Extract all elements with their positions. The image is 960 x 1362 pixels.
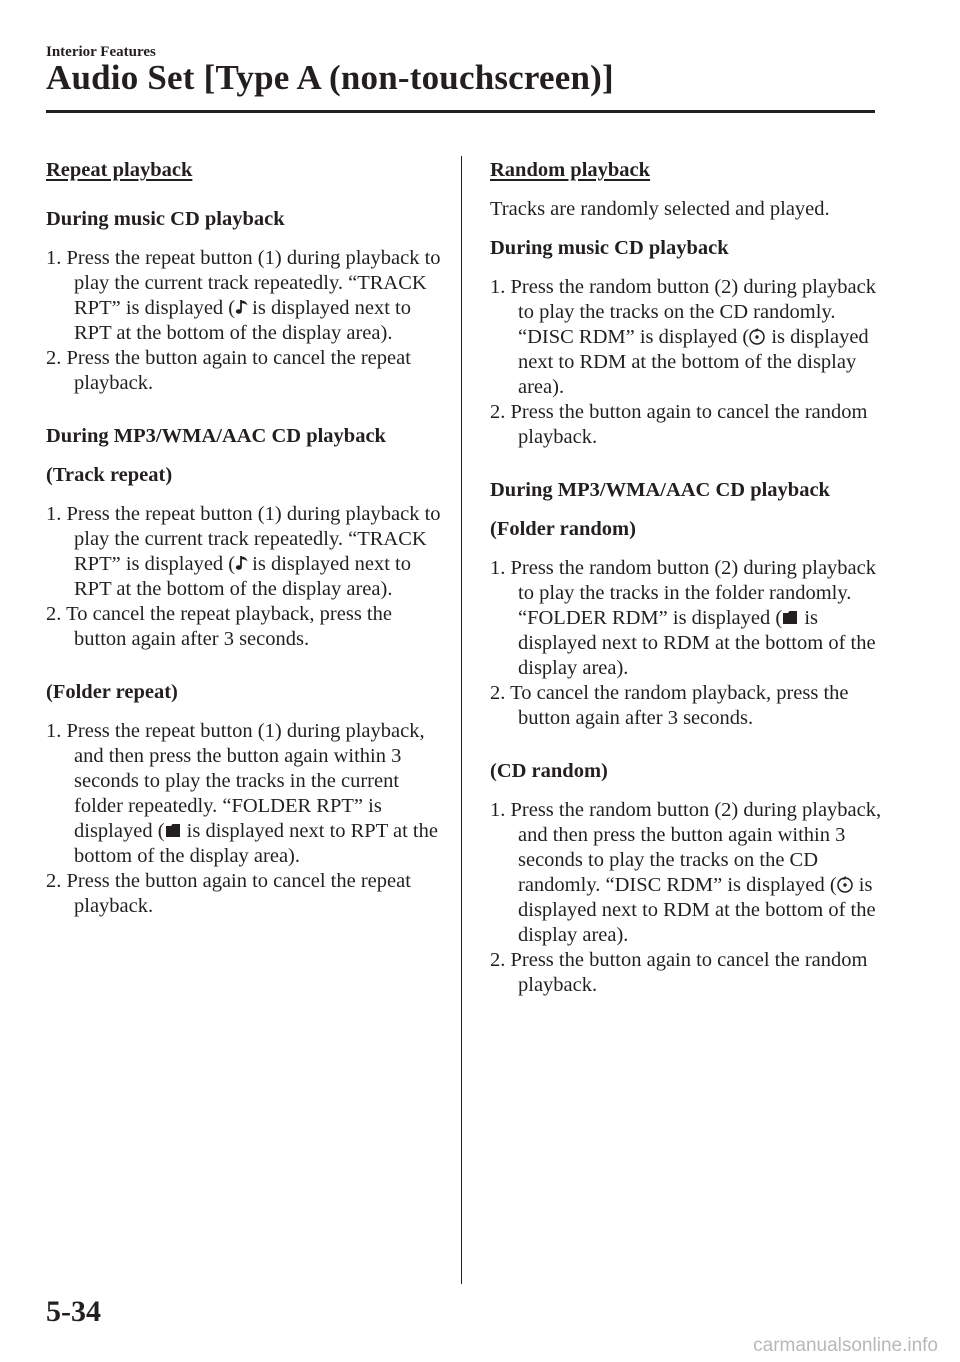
step-item <box>490 681 890 731</box>
step-item <box>490 798 890 948</box>
music-note-icon <box>235 553 251 573</box>
step-text: 1. Press the repeat button (1) during playback to play the current track repeatedly. “TRACK RPT” is displayed ( <box>46 503 441 575</box>
cd-playback-heading: During music CD playback <box>490 237 729 259</box>
step-item <box>46 346 446 396</box>
random-playback-heading: Random playback <box>490 159 651 181</box>
step-text: 2. Press the button again to cancel the random playback. <box>490 401 868 448</box>
folder-random-heading: (Folder random) <box>490 518 636 540</box>
steps-list <box>46 246 446 396</box>
step-text: 2. Press the button again to cancel the random playback. <box>490 949 868 996</box>
step-text-continued: is displayed next to RPT at the bottom of the display area). <box>74 553 411 600</box>
title-rule <box>46 110 875 113</box>
mp3-playback-heading: During MP3/WMA/AAC CD playback <box>490 479 830 501</box>
cd-playback-heading: During music CD playback <box>46 208 285 230</box>
step-item <box>46 869 446 919</box>
mp3-playback-heading: During MP3/WMA/AAC CD playback <box>46 425 386 447</box>
steps-list <box>490 556 890 731</box>
steps-list <box>46 502 446 652</box>
step-item <box>46 719 446 869</box>
track-repeat-heading: (Track repeat) <box>46 464 173 486</box>
step-text: 2. Press the button again to cancel the repeat playback. <box>46 870 411 917</box>
step-text-continued: is displayed next to RDM at the bottom of the display area). <box>518 607 876 679</box>
page-number: 5-34 <box>46 1295 101 1328</box>
page-title: Audio Set [Type A (non-touchscreen)] <box>46 58 614 97</box>
folder-icon <box>782 607 798 627</box>
step-text-continued: is displayed next to RPT at the bottom of the display area). <box>74 820 438 867</box>
column-divider <box>461 156 462 1284</box>
section-label: Interior Features <box>46 44 156 60</box>
watermark: carmanualsonline.info <box>753 1335 938 1356</box>
step-text: 2. To cancel the random playback, press the button again after 3 seconds. <box>490 682 849 729</box>
step-text-continued: is displayed next to RDM at the bottom of the display area). <box>518 874 876 946</box>
music-note-icon <box>235 297 251 317</box>
left-column <box>46 158 446 947</box>
steps-list <box>46 719 446 919</box>
step-item <box>490 948 890 998</box>
step-item <box>490 275 890 400</box>
step-text: 2. Press the button again to cancel the repeat playback. <box>46 347 411 394</box>
step-text: 1. Press the repeat button (1) during playback, and then press the button again within 3 seconds to play the tracks in the current folder repeatedly. “FOLDER RPT” is displayed ( <box>46 720 425 842</box>
step-item <box>490 400 890 450</box>
step-text: 1. Press the repeat button (1) during playback to play the current track repeatedly. “TRACK RPT” is displayed ( <box>46 247 441 319</box>
step-text-continued: is displayed next to RDM at the bottom of the display area). <box>518 326 869 398</box>
step-text: 1. Press the random button (2) during playback to play the tracks in the folder randomly. “FOLDER RDM” is displayed ( <box>490 557 877 629</box>
disc-icon <box>837 874 853 894</box>
step-text: 1. Press the random button (2) during playback to play the tracks on the CD randomly. “DISC RDM” is displayed ( <box>490 276 877 348</box>
random-intro: Tracks are randomly selected and played. <box>490 198 830 220</box>
folder-repeat-heading: (Folder repeat) <box>46 681 178 703</box>
steps-list <box>490 798 890 998</box>
right-column <box>490 158 890 1026</box>
step-item <box>46 246 446 346</box>
step-text: 2. To cancel the repeat playback, press the button again after 3 seconds. <box>46 603 392 650</box>
steps-list <box>490 275 890 450</box>
step-item <box>46 502 446 602</box>
step-item <box>490 556 890 681</box>
step-text: 1. Press the random button (2) during playback, and then press the button again within 3 seconds to play the tracks on the CD randomly. “DISC RDM” is displayed ( <box>490 799 882 896</box>
repeat-playback-heading: Repeat playback <box>46 159 193 181</box>
step-item <box>46 602 446 652</box>
disc-icon <box>749 326 765 346</box>
step-text-continued: is displayed next to RPT at the bottom of the display area). <box>74 297 411 344</box>
folder-icon <box>165 820 181 840</box>
cd-random-heading: (CD random) <box>490 760 608 782</box>
